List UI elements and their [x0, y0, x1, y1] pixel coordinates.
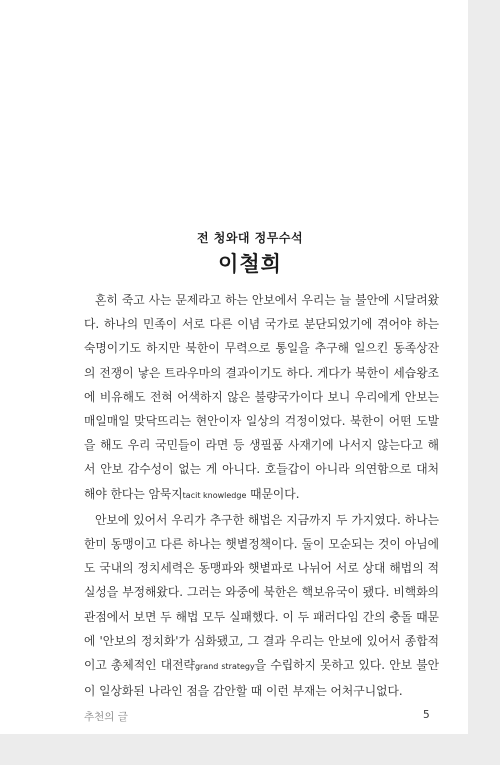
author-position: 전 청와대 정무수석	[196, 231, 304, 245]
text-run: 을 수립하지 못하고 있다. 안보 불안이 일상화된 나라인 점을 감안할 때 이런 부재는 어처구니없다.	[84, 658, 439, 699]
foreign-term: grand strategy	[194, 662, 255, 672]
paragraph	[84, 508, 439, 704]
text-run: 때문이다.	[246, 486, 300, 501]
running-footer: 추천의 글	[84, 711, 128, 723]
page-number: 5	[423, 709, 430, 721]
foreign-term: tacit knowledge	[182, 490, 247, 500]
text-run: 안보에 있어서 우리가 추구한 해법은 지금까지 두 가지였다. 하나는 한미 동맹이고 다른 하나는 햇볕정책이다. 둘이 모순되는 것이 아님에도 국내의 정치세력은 동맹파와 햇볕파로 나뉘어 서로 상대 해법의 적실성을 부정해왔다. 그러는 와중에 북한은 핵보유국이 됐다. 비핵화의 관점에서 보면 두 해법 모두 실패했다. 이 두 패러다임 간의 충돌 때문에 '안보의 정치화'가 심화됐고, 그 결과 우리는 안보에 있어서 종합적이고 총체적인 대전략	[84, 512, 439, 673]
paragraph	[84, 288, 439, 508]
text-run: 혼히 죽고 사는 문제라고 하는 안보에서 우리는 늘 불안에 시달려왔다. 하나의 민족이 서로 다른 이념 국가로 분단되었기에 겪어야 하는 숙명이기도 하지만 북한이 무력으로 통일을 추구해 일으킨 동족상잔의 전쟁이 낳은 트라우마의 결과이기도 하다. 게다가 북한이 세습왕조에 비유해도 전혀 어색하지 않은 불량국가이다 보니 우리에게 안보는 매일매일 맞닥뜨리는 현안이자 일상의 걱정이었다. 북한이 어떤 도발을 해도 우리 국민들이 라면 등 생필품 사재기에 나서지 않는다고 해서 안보 감수성이 없는 게 아니다. 호들갑이 아니라 의연함으로 대처해야 한다는 암묵지	[84, 293, 439, 501]
author-name: 이철희	[218, 252, 282, 276]
body-text	[84, 288, 439, 703]
